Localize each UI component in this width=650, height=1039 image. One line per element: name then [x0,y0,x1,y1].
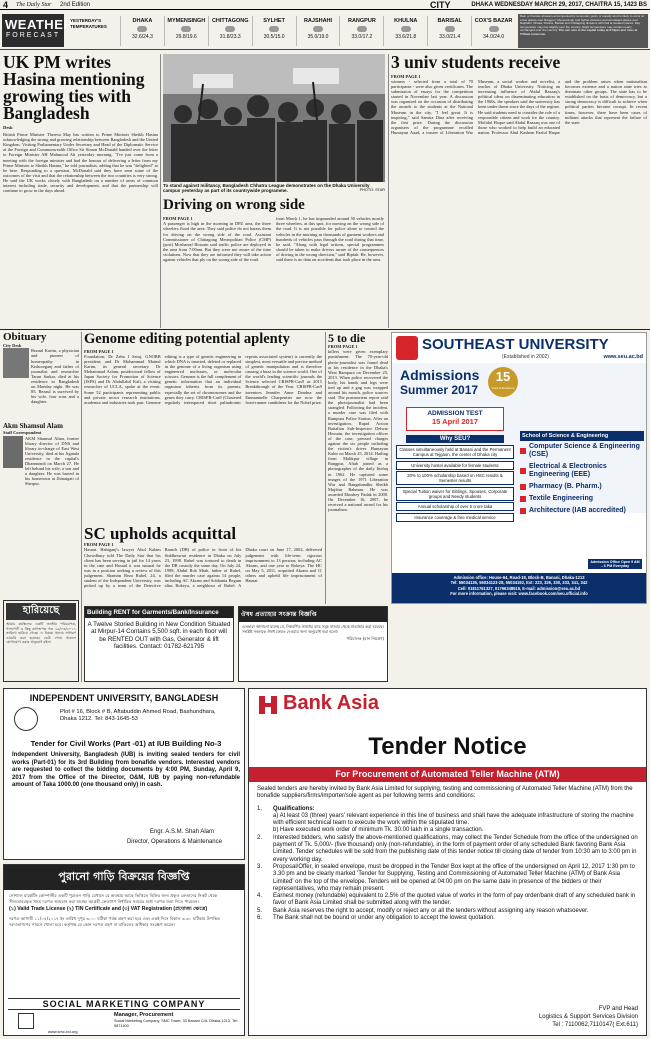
genome-body: Foundation; Dr Zeba I Seraj, GNOBB president; and Dr Mohammad Mainul Karim, its general secretary. Dr Mohammad Aslam, postdoctoral fellow of Japan Society for Promotion of Science (JSPS) and Dr Abdullahil Kafi, a visiting researcher of UCLA, spoke at the event. Some 52 participants representing public and private sector research institutions, academia and industries took part. Genome editing is a type of genetic engineering in which DNA is inserted, deleted or replaced in the genome of a living organism using engineered nucleases, or molecular scissors. Genome is the full complement of genetic information that an individual organism inherits from its parents, especially the set of chromosomes and the genes they carry. CRISPR-Cas9 (Clustered regularly interspaced short palindromic repeats associated system) is currently the simplest, most versatile and precise method of genetic manipulation and is therefore causing a buzz in the science world. One of the world's leading scientific journals the Science selected CRISPR-Cas9 as 2015 Breakthrough of the Year. CRISPR-Cas9 inventors Jennifer Anne Doudna and Emmanuelle Charpentier are now the front-runner candidates for the Nobel prize. [84,353,322,405]
smc-manager: Manager, Procurement [114,1012,174,1018]
driving-story [163,198,385,328]
lost-notice [3,600,79,682]
weather-city [296,16,340,46]
weather-city [471,16,515,46]
bank-asia-logo-row [249,689,646,721]
seu-program-label: Pharmacy (B. Pharm.) [529,483,602,490]
weather-city-name: KHULNA [394,18,418,24]
iub-sig-1: Engr. A.S.M. Shah Alam [149,829,214,835]
obit-body-1: Rezaul Karim, a physician and pioneer of homeopathy in Kishoreganj and father of journalist and researcher Tarun Sarkar, died at his residence in Bangladesh on Monday night. He was 85. Rezaul is survived by his wife, four sons and a daughter. [31,348,79,405]
cloud-icon [401,26,411,32]
weather-city [252,16,296,46]
photo-credit: PHOTO: STAR [359,188,385,193]
item-number: 5. [257,907,263,914]
obit-title: Obituary [3,332,47,343]
weather-city-name: CHITTAGONG [211,18,249,24]
seu-addr-1: Admission office: House-64, Road-18, Block-B, Banani, Dhaka-1213 [453,575,585,580]
sc-from: FROM PAGE 1 [84,542,114,548]
seu-reason: Insurance coverage & free medical service [396,513,514,522]
seu-url[interactable]: www.seu.ac.bd [603,354,643,360]
iub-tender-body: Independent University, Bangladesh (IUB) is inviting sealed tenders for civil works (Part-01) for its 3rd Building from bonafide vendors. Interested vendors are requested to collect the bidding documents by 4:00 PM, Sunday, April 9, 2017 from the Office of the Director, O&M, IUB by paying non-refundable amount of Taka 1000.00 (one thousand only) in cash. [12,752,240,789]
drug-recall-headline: ঔষধ প্রত্যাহার সংক্রান্ত বিজ্ঞপ্তি [239,607,387,622]
smc-company: SOCIAL MARKETING COMPANY [8,998,240,1010]
weather-city-temp: 35.0/19.0 [307,34,329,40]
weather-city-name: RANGPUR [347,18,376,24]
five-from: FROM PAGE 1 [328,344,358,350]
yesterday-label: YESTERDAY'S TEMPERATURES [70,18,107,29]
seu-name: SOUTHEAST UNIVERSITY [422,336,609,353]
bank-asia-body [257,786,638,922]
iub-name: INDEPENDENT UNIVERSITY, BANGLADESH [29,693,219,703]
seu-years: 15 [495,369,511,384]
seu-program [520,483,644,491]
item-number: 4. [257,893,263,900]
obit-desk-2: Staff Correspondent [3,430,42,436]
seu-reason: Classes simultaneously held at Banani and the Permanent Campus at Tejgaon, the center of Dhaka city [396,445,514,459]
portrait-photo [3,436,23,468]
driving-from: FROM PAGE 1 [163,216,193,222]
uk-headline: UK PM writes Hasina mentioning growing ties with Bangladesh [3,54,145,123]
bank-asia-item-2: Interested bidders, who satisfy the above-mentioned qualifications, may collect the Tender Schedule from the office of the undersigned on payment of Tk. 5,000/- (five thousand) only (non-refundable), in the form of payment order of any scheduled Bank favoring Bank Asia Limited. Tender schedules will be sold from the publishing date of this tender notice till closing date of tender from 10:30 am to 3:00 pm in every working day. [273,834,638,863]
bank-asia-sig-1: FVP and Head [598,1006,638,1012]
driving-headline: Driving on wrong side [163,198,305,213]
portrait-photo [3,348,29,378]
weather-note-box [518,14,648,48]
seu-years-label: Years of Excellence [491,387,515,390]
cloud-icon [357,26,367,32]
seu-office: Admission Office Open 9 AM – 6 PM Everyday [588,559,642,569]
iub-tender [3,688,245,860]
divider [325,332,326,604]
seu-test-date: 15 April 2017 [432,417,478,426]
bank-asia-sig-2: Logistics & Support Services Division [538,1014,638,1020]
item-number: 2. [257,834,263,841]
weather-city-name: MYMENSINGH [167,18,206,24]
bank-asia-item-6: The Bank shall not be bound or under any obligation to accept the lowest quotation. [273,915,495,922]
seu-program-label: Electrical & Electronics Engineering (EEE) [529,463,607,478]
bank-asia-qual-label: Qualifications: [273,805,315,812]
univ-headline: 3 univ students receive [391,54,561,72]
seu-logo [396,336,418,360]
univ-body: winners - selected from a total of 70 participants - were also given certificates. The submission of essays for the competition started in November last year. A discussion was organised on the occasion of distributing the awards to the students at the National Museum in the city. "I feel great. It is inspiring," said Samira Dina after receiving the first prize. During the discussion organisers of the programme recalled Humayun Azad, a trustee of Liberation War Museum, a social worker and novelist, a teacher of Dhaka University. Noticing an increasing influence of Abdul Razzaq's political ideas on disseminating education in the 1960s, the speakers said the university has been under threat since the days of the regime. He said students need to consider the role of a responsible citizen and work for the country. Mofidul Hoque said Abdul Razzaq was one of those who worked to help build an educated nation. Professor Abul Kashem Fazlul Haque and the problem arises when nationalism becomes extreme and a nation state tries to dominate other groups. The state has to be established on the basis of democracy, but a strong democracy is difficult to achieve when political parties become corrupt. In recent times, however, there have been cases of militant attacks that represent the failure of the state. [391,78,647,135]
vehicle-sale-docs: (১) Valid Trade License (২) TIN Certificate and (৩) VAT Registration (প্রযোজ্য ক্ষেত্রে) [9,906,208,913]
drug-recall-signature: পরিচালক (মান নিয়ন্ত্রণ) [346,636,384,641]
masthead [0,0,650,10]
seu-adm: Admissions [400,367,480,383]
photo-caption-text: To stand against militancy, Bangladesh Chhatra League demonstrates on the Dhaka University campus yesterday as part of its countrywide programme. [163,183,370,194]
weather-cities [120,16,515,46]
rule [0,329,650,330]
seu-test-box [406,407,504,431]
seu-reason: Annual scholarship of over 5 crore taka [396,502,514,511]
bank-asia-sig-3: Tel : 7110062,7110147( Ext.611) [552,1022,638,1028]
seu-test: ADMISSION TEST [427,410,483,417]
bank-asia-tender [248,688,647,1036]
divider [388,54,389,328]
bank-asia-intro: Sealed tenders are hereby invited by Bank Asia Limited for supplying, testing and commissioning of Automated Teller Machine (ATM) from the bonafide suppliers/firms/importer/sole agent as per following terms and conditions: [257,786,633,800]
cloud-icon [181,26,191,32]
univ-from: FROM PAGE 1 [391,73,421,79]
seu-reason: 20% to 100% scholarship based on HSC results & Semester results [396,471,514,485]
iub-sig-2: Director, Operations & Maintenance [126,839,222,845]
vehicle-sale-headline: পুরানো গাড়ি বিক্রয়ের বিজ্ঞপ্তি [4,865,244,890]
weather-city-temp: 31.8/23.3 [219,34,241,40]
driving-body-2: from March 1, he has impounded around 50 vehicles mostly three wheelers, at this spot, for moving on the wrong side of the road. It is not possible for police alone to control the vehicles in the morning as thousands of garment workers and hundreds of vehicles pass through the road during that time, he said. "Along with legal actions, special programmes should be taken to make drivers aware of the consequences of driving in the wrong direction," said Biplab. He, however, said there is no data on accidents that took place in the area. [276,216,384,263]
section-label: CITY [430,0,451,10]
item-number: 6. [257,915,263,922]
seu-addr-4: For more information, please visit: www.facebook.com/seu.official.info [450,591,588,597]
seu-anniv-badge [488,367,518,397]
sc-headline: SC upholds acquittal [84,525,237,543]
seu-reasons [396,445,514,520]
drug-recall-notice [238,606,388,682]
weather-city [427,16,471,46]
obituary [3,332,79,600]
seu-program-label: Computer Science & Engineering (CSE) [529,443,640,458]
weather-city [339,16,383,46]
lost-notice-body: আমার কর্মস্থলের একটি জাতীয় পরিচয়পত্র, পাসপোর্ট ও কিছু কাগজপত্র গত ২৬/০৩/২০১৭ তারিখে হারিয়ে গেছে। এ বিষয়ে থানায় সাধারণ ডায়েরি করা হয়েছে। কেউ পেয়ে থাকলে যোগাযোগ করার অনুরোধ রইল। [6,622,76,645]
weather-city-name: RAJSHAHI [303,18,333,24]
cloud-icon [445,26,455,32]
weather-city [208,16,252,46]
item-number: 1. [257,805,263,812]
sun-note: The sun sets in the capital today at 6:13pm and rises at 5:50am tomorrow. [520,28,638,36]
weather-city-temp: 33.0/21.4 [439,34,461,40]
sc-story [84,525,322,605]
square-bullet-icon [520,508,526,514]
seu-addr-3: Cell: 01811761327, 01766348515, E-mail: admission@seu.ac.bd [457,585,581,591]
obit-heading-2: Akm Shamsul Alam [3,422,63,431]
seu-addr-2: Tel: 55034135, 55034123-28, 55034192, Ext: 223, 326, 330, 333, 341, 342 [450,580,588,586]
smc-url[interactable]: www.smc-bd.org [48,1029,78,1034]
driving-body-1: A passenger is high in the morning in DPZ area, the three wheelers flood the area. They said police do not harass them for driving on the wrong side of the road. Assistant Commissioner of Chittagong Metropolitan Police (CMP) (port) Mosharraf Hossain said traffic police are deployed in the area from 7:00am. But they were not aware of the time violations. Now that they are informed they will take action against vehicles that ply on the wrong side of the road. [163,221,271,263]
weather-title: WEATHER [5,17,74,32]
vehicle-sale-body-2: দরপত্র আগামী ১১/০৪/২০১৭ ইং তারিখ দুপুর ৩.০০ ঘটিকা পর্যন্ত গ্রহণ করা হবে এবং একই দিনে বিকাল ৩.৩০ ঘটিকায় উপস্থিত দরদাতাগণের সামনে খোলা হবে। কর্তৃপক্ষ যে কোন দরপত্র গ্রহণ বা বাতিলের অধিকার সংরক্ষণ করেন। [9,916,221,927]
univ-story [391,54,647,328]
weather-bar [0,12,650,50]
bank-asia-sub: For Procurement of Automated Teller Machine (ATM) [249,767,646,782]
weather-city-temp: 30.5/15.0 [263,34,285,40]
uk-body: British Prime Minister Theresa May has written to Prime Minister Sheikh Hasina acknowledging the strong and growing relationship between Bangladesh and the United Kingdom. Visiting Parliamentary Under Secretary and Head of the Diplomatic Service at the Foreign and Commonwealth Office Sir Simon McDonald handed over the letter to Foreign Minister AH Mahmood Ali yesterday morning. "I've just come from a meeting with the foreign minister and had the honour of delivering a letter from my Prime Minister to Sheikh Hasina," he told journalists, adding that he was "delighted" to be here. Responding to a question, McDonald said they have seen some of the outcomes of the visit and that the relationship between the two countries is very strong. He said the UK works closely with Bangladesh on a number of areas of common interest including trade, security and development, and that the partnership will continue to grow in the days ahead. [3,132,158,194]
edition: 2nd Edition [60,2,91,8]
weather-city [164,16,208,46]
bank-asia-title: Tender Notice [368,733,527,760]
seu-program-label: Architecture (IAB accredited) [529,507,626,514]
five-to-die-story [328,332,388,604]
seu-est: (Established in 2002) [502,354,549,360]
bank-asia-logo: Bank Asia [283,692,379,714]
uk-story [3,54,158,328]
southeast-ad [391,332,647,604]
seu-why: Why SEU? [406,435,504,443]
weather-city-temp: 33.0/17.2 [351,34,373,40]
cloud-icon [225,26,235,32]
vehicle-sale-body-1: সোশ্যাল মার্কেটিং কোম্পানীর একটি পুরাতন গাড়ি যেখানে যে অবস্থায় আছে ভিত্তিতে বিক্রির জন্য প্রকৃত ক্রেতাদের নিকট থেকে সীলমোহরকৃত খামে দরপত্র আহবান করা যাচ্ছে। আগ্রহী ক্রেতাগণ নির্ধারিত সময়ের মধ্যে দরপত্র জমা দিতে পারবেন। [9,893,218,904]
divider [160,54,161,328]
cloud-icon [137,26,147,32]
vehicle-sale-notice [3,864,245,1036]
cloud-icon [313,26,323,32]
obit-desk: City Desk [3,343,22,349]
seu-program [520,495,644,503]
weather-city-name: SYLHET [263,18,285,24]
seu-summer: Summer 2017 [400,383,479,397]
crowd-photo-image [163,54,385,182]
paper-name: The Daily Star [16,2,52,8]
genome-headline: Genome editing potential aplenty [84,332,290,347]
page-number: 4 [3,0,9,10]
masthead-date: DHAKA WEDNESDAY MARCH 29, 2017, CHAITRA 15, 1423 BS [471,2,647,8]
square-bullet-icon [520,468,526,474]
weather-city-temp: 32.6/24.3 [132,34,153,40]
bank-asia-item-4: Earnest money (refundable) equivalent to 2.5% of the quoted value of works in the form of pay order/bank draft of any scheduled bank in favor of Bank Asia Limited shall be submitted along with the tender. [273,893,636,907]
garments-headline: Building RENT for Garments/Bank/Insurance [85,607,233,618]
weather-city-name: BARISAL [437,18,462,24]
bank-asia-signature [539,1005,638,1029]
garments-body: A Twelve Storied Building in New Condition Situated at Mirpur-14 Contains 5,500 sqft. in each floor will be RENTED OUT with Gas, Generator & lift facilities. Contact: 01782-621795 [87,621,231,651]
weather-sub: FORECAST [6,32,61,39]
weather-note: Rain or thunder-showers accompanied by temporary gusty or squally wind is likely to occur at a few places over Rangpur, Mymensingh and Sylhet divisions and at isolated places over Rajshahi, Dhaka, Khulna, Barisal and Chittagong divisions with hail at isolated places. Day temperature may rise slightly over the country. Night temperature may remain nearly unchanged over the country. [520,14,644,33]
sc-body: Hasnat. Habiganj's lawyer Abul Kalam Chowdhury told The Daily Star that his client has been serving in jail for 14 years in the case and Hosaid it was natural he was in a position seeking a review of this judgement. Shamim Reza Rubel, 24, a student of the Independent University, was picked up by a team of the Detective Branch (DB) of police in front of his Siddheswari residence in Dhaka on July 23, 1998. Rubel was tortured to death in the DB custody the same day. On July 24, 1998, Abdul Rob Miah, father of Rubel, filed the murder case against 14 people, including AC Akram and Sobhania Begum alias Rokeya, a neighbour of Rubel. A Dhaka court on June 17, 2002, delivered judgement with life-term rigorous imprisonment to 13 persons, including AC Akram, and one year to Rokeya. The HC on May 5, 2011, acquitted Akram and 11 others and upheld life imprisonment of Hasnat. [84,547,322,589]
iub-address: Plot # 16, Block # B, Aftabuddin Ahmed Road, Bashundhara, Dhaka 1212. Tel: 843-1645-53 [60,709,216,722]
divider [81,332,82,682]
cloud-icon [269,26,279,32]
weather-title-box [2,14,74,47]
seu-program [520,463,644,479]
five-headline: 5 to die [328,332,366,345]
obit-body-2: AKM Shamsul Alam, former library director of DNS and library in-charge of East West University, died at his Jigatala residence in the capital's Dhanmondi on March 27. He left behind his wife, a son and a daughter. He was buried in his hometown at Jhinaigati of Sherpur. [25,435,79,487]
seu-program-label: Textile Engineering [529,495,594,502]
seu-reason: University hostel available for female students [396,461,514,470]
five-body: killers were given exemplary punishment. The 70-year-old photo-journalist was found dead at his residence in the Dhaka's West Rampura on December 25, 2013. When police recovered the body, his hands and legs were tied up and a gag was wrapped around his mouth, police sources said. The postmortem report said the photojournalist had been strangled. Following the incident, a murder case was filed with Rampura Police Station. After an investigation, Rapid Action Battalion Sub-Inspector Delwar Hossain, the investigation officer of the case, pressed charges against the six people including the victim's driver Humayun Kabir on March 25, 2014. Hailing from Malikpur village in Rangpur, Aftab joined as a photographer of the daily Ittefaq in 1962. He captured some images of the 1971 Liberation War and Bangabandhu Sheikh Mujibur Rahman. He was awarded Ekushey Padak in 2008. On December 16, 2007, he received a national award for his journalism. [328,349,388,513]
square-bullet-icon [520,484,526,490]
seu-reason: Special Tuition waiver for Siblings, Spouses, Corporate groups and Needy students [396,487,514,501]
lost-notice-title: হারিয়েছে [6,603,76,620]
bank-asia-logo-icon [257,694,279,716]
square-bullet-icon [520,448,526,454]
weather-city-name: COX'S BAZAR [474,18,513,24]
item-number: 3. [257,863,263,870]
genome-story [84,332,322,522]
weather-city-name: DHAKA [132,18,153,24]
genome-from: FROM PAGE 1 [84,348,114,354]
weather-city [383,16,427,46]
bank-asia-qual-a: a) At least 03 (three) years' relevant experience in this line of business and shall have the adequate infrastructure of storing the machine with efficient technical team to execute the work within the stipulated time. [273,812,634,827]
seu-school: School of Science & Engineering [520,431,644,441]
garments-ad [84,606,234,682]
bank-asia-qual-b: b) Have executed work order of minimum Tk. 30.00 lakh in a single transaction. [273,827,484,834]
seu-program [520,507,644,515]
iub-tender-title: Tender for Civil Works (Part -01) at IUB Building No-3 [30,739,222,748]
photo-caption [163,183,385,195]
bcl-photo [163,54,385,182]
bank-asia-item-3: Proposal/Offer, in sealed envelope, must be dropped in the Tender Box kept at the office of the undersigned on April 12, 2017 1:30 pm to 3.30 pm and be clearly marked 'Tender for Supplying, Testing and Commissioning of Automated Teller Machine (ATM) of Bank Asia Limited' on the top of the envelope. Tenders will be opened at 04:00 pm on the same date in presence of the bidders or their representatives, who may remain present. [273,863,635,892]
weather-city-temp: 34.0/24.0 [483,34,504,40]
square-bullet-icon [520,496,526,502]
seu-program [520,443,644,459]
drug-recall-body: এতদ্বারা জানানো যাচ্ছে যে, নিম্নবর্ণিত ঔষধের ব্যাচ সমূহ বাজার থেকে প্রত্যাহার করা হয়েছে। সংশ্লিষ্ট সকলকে ঔষধ ফেরত দেওয়ার জন্য অনুরোধ করা হলো। [242,624,384,634]
uk-byline: Desk [3,125,13,130]
smc-logo [18,1013,34,1029]
iub-seal [14,707,38,731]
cloud-icon [489,26,499,32]
weather-city-temp: 29.8/19.6 [175,34,197,40]
smc-address: Social Marketing Company, SMC Tower, 33 Banani C/A, Dhaka-1213. Tel: 9871400 [114,1019,238,1028]
bank-asia-item-5: Bank Asia reserves the right to accept, modify or reject any or all the tenders without assigning any reason whatsoever. [273,907,589,914]
weather-city [120,16,164,46]
seu-footer [392,573,646,603]
seu-programs [520,443,644,563]
weather-city-temp: 33.6/21.8 [395,34,417,40]
